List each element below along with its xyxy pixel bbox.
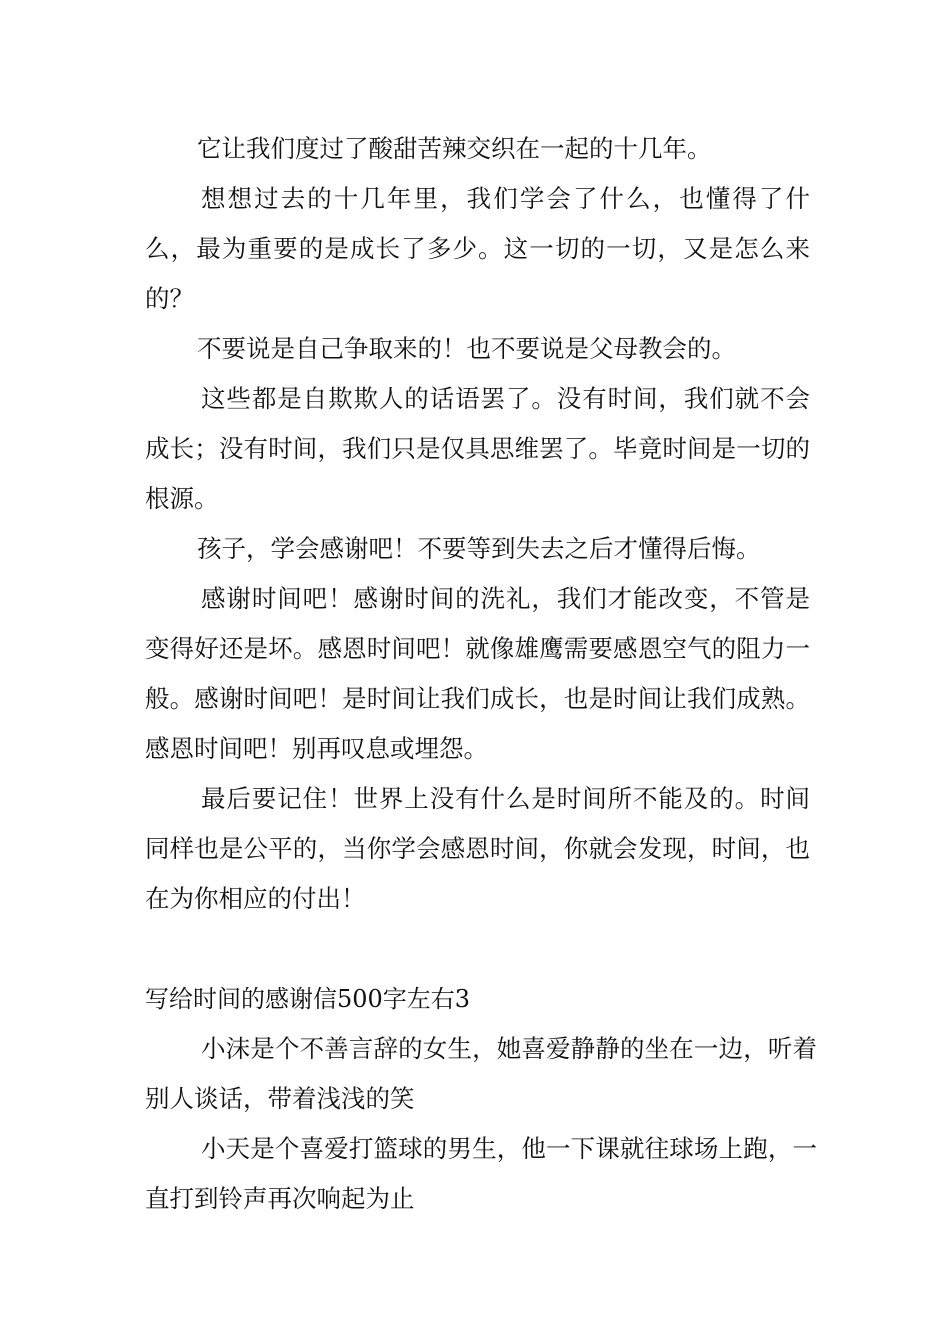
paragraph: 小天是个喜爱打篮球的男生，他一下课就往球场上跑，一直打到铃声再次响起为止 [145, 1134, 817, 1213]
paragraph: 最后要记住！世界上没有什么是时间所不能及的。时间同样也是公平的，当你学会感恩时间，你就会发现，时间，也在为你相应的付出！ [145, 784, 810, 913]
section-heading: 写给时间的感谢信500字左右3 [145, 985, 471, 1013]
paragraph: 这些都是自欺欺人的话语罢了。没有时间，我们就不会成长；没有时间，我们只是仅具思维罢了。毕竟时间是一切的根源。 [145, 384, 810, 513]
paragraph: 孩子，学会感谢吧！不要等到失去之后才懂得后悔。 [197, 534, 761, 563]
paragraph: 它让我们度过了酸甜苦辣交织在一起的十几年。 [197, 134, 712, 163]
paragraph: 小沫是个不善言辞的女生，她喜爱静静的坐在一边，听着别人谈话，带着浅浅的笑 [145, 1034, 817, 1113]
paragraph: 不要说是自己争取来的！也不要说是父母教会的。 [197, 334, 736, 363]
paragraph: 感谢时间吧！感谢时间的洗礼，我们才能改变，不管是变得好还是坏。感恩时间吧！就像雄鹰需要感恩空气的阻力一般。感谢时间吧！是时间让我们成长，也是时间让我们成熟。感恩时间吧！别再叹息或埋怨。 [145, 584, 810, 763]
paragraph: 想想过去的十几年里，我们学会了什么，也懂得了什么，最为重要的是成长了多少。这一切的一切，又是怎么来的？ [145, 184, 810, 313]
